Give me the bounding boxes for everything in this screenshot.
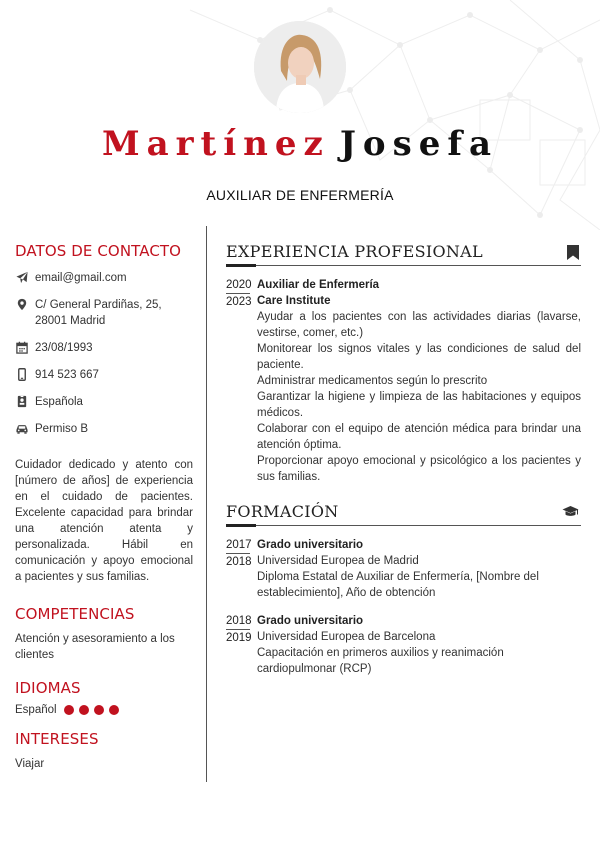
end-year: 2018 [226, 556, 252, 568]
interests-heading: INTERESES [15, 730, 99, 748]
contact-license [15, 421, 193, 437]
start-year: 2020 [226, 277, 250, 294]
contact-phone [15, 367, 193, 383]
calendar-icon [15, 341, 29, 354]
job-title: AUXILIAR DE ENFERMERÍA [206, 187, 394, 203]
experience-line: Monitorear los signos vitales y las condiciones de salud del paciente. [257, 343, 581, 371]
start-year: 2018 [226, 613, 250, 630]
email-text: email@gmail.com [35, 272, 127, 284]
contact-email [15, 270, 193, 286]
last-name: Martínez [101, 124, 330, 164]
interest-item: Viajar [15, 758, 45, 770]
end-year: 2019 [226, 632, 252, 644]
experience-entry [226, 277, 581, 485]
profile-summary: Cuidador dedicado y atento con [número de años] de experiencia en el cuidado de pacientes. Excelente capacidad para brindar una atención atenta y personalizada. Hábil en comunicación y apoyo emocional a pacientes y sus familias. [15, 459, 193, 583]
person-portrait-icon [254, 21, 346, 113]
language-item [15, 704, 193, 716]
experience-line: Ayudar a los pacientes con las actividades diarias (lavarse, vestirse, comer, etc.) [257, 311, 581, 339]
skills-section [15, 605, 193, 663]
education-header [226, 501, 581, 526]
experience-line: Proporcionar apoyo emocional y psicológico a los pacientes y sus familias. [257, 455, 581, 483]
language-level-dot [79, 705, 89, 715]
graduation-cap-icon [562, 505, 579, 518]
heading-underline-accent [226, 264, 256, 267]
left-column [15, 242, 193, 772]
heading-underline-accent [226, 524, 256, 527]
contact-birthdate [15, 340, 193, 356]
languages-section [15, 679, 193, 716]
education-entry [226, 613, 581, 677]
languages-heading: IDIOMAS [15, 679, 81, 697]
education-description [257, 613, 581, 677]
experience-line: Colaborar con el equipo de atención médica para brindar una atención óptima. [257, 423, 581, 451]
education-entry [226, 537, 581, 601]
experience-line: Administrar medicamentos según lo prescrito [257, 375, 488, 387]
nationality-text: Española [35, 396, 83, 408]
license-text: Permiso B [35, 423, 89, 435]
education-title: Grado universitario [257, 539, 364, 551]
right-column [226, 241, 581, 677]
language-level-dot [109, 705, 119, 715]
education-line: Diploma Estatal de Auxiliar de Enfermería, [Nombre del establecimiento], Año de obtención [257, 571, 539, 599]
mobile-phone-icon [15, 368, 29, 381]
start-year: 2017 [226, 537, 250, 554]
paper-plane-icon [15, 271, 29, 284]
language-level-dot [94, 705, 104, 715]
birthdate-text: 23/08/1993 [35, 342, 93, 354]
first-name: Josefa [339, 124, 499, 164]
contact-heading: DATOS DE CONTACTO [15, 242, 182, 260]
language-level-dot [64, 705, 74, 715]
profile-photo [254, 21, 346, 113]
education-years [226, 613, 257, 677]
language-name: Español [15, 704, 57, 716]
id-badge-icon [15, 395, 29, 408]
address-text: C/ General Pardiñas, 25, 28001 Madrid [35, 299, 162, 327]
skill-item: Atención y asesoramiento a los clientes [15, 633, 175, 661]
end-year: 2023 [226, 296, 252, 308]
skills-heading: COMPETENCIAS [15, 605, 135, 623]
education-title: Grado universitario [257, 615, 364, 627]
experience-org: Care Institute [257, 295, 331, 307]
language-level-dots [64, 705, 124, 715]
phone-text: 914 523 667 [35, 369, 99, 381]
education-years [226, 537, 257, 601]
experience-title: Auxiliar de Enfermería [257, 279, 380, 291]
education-heading: FORMACIÓN [226, 502, 339, 521]
experience-heading: EXPERIENCIA PROFESIONAL [226, 242, 483, 261]
candidate-name [0, 124, 600, 164]
column-divider [206, 226, 207, 782]
education-org: Universidad Europea de Madrid [257, 555, 419, 567]
interests-section [15, 730, 193, 772]
experience-header [226, 241, 581, 266]
car-icon [15, 422, 29, 435]
experience-description [257, 277, 581, 485]
bookmark-icon [567, 245, 579, 260]
location-pin-icon [15, 298, 29, 311]
experience-line: Garantizar la higiene y limpieza de las habitaciones y equipos médicos. [257, 391, 581, 419]
contact-nationality [15, 394, 193, 410]
education-org: Universidad Europea de Barcelona [257, 631, 436, 643]
experience-years [226, 277, 257, 485]
contact-address [15, 297, 193, 329]
education-description [257, 537, 581, 601]
education-line: Capacitación en primeros auxilios y reanimación cardiopulmonar (RCP) [257, 647, 504, 675]
